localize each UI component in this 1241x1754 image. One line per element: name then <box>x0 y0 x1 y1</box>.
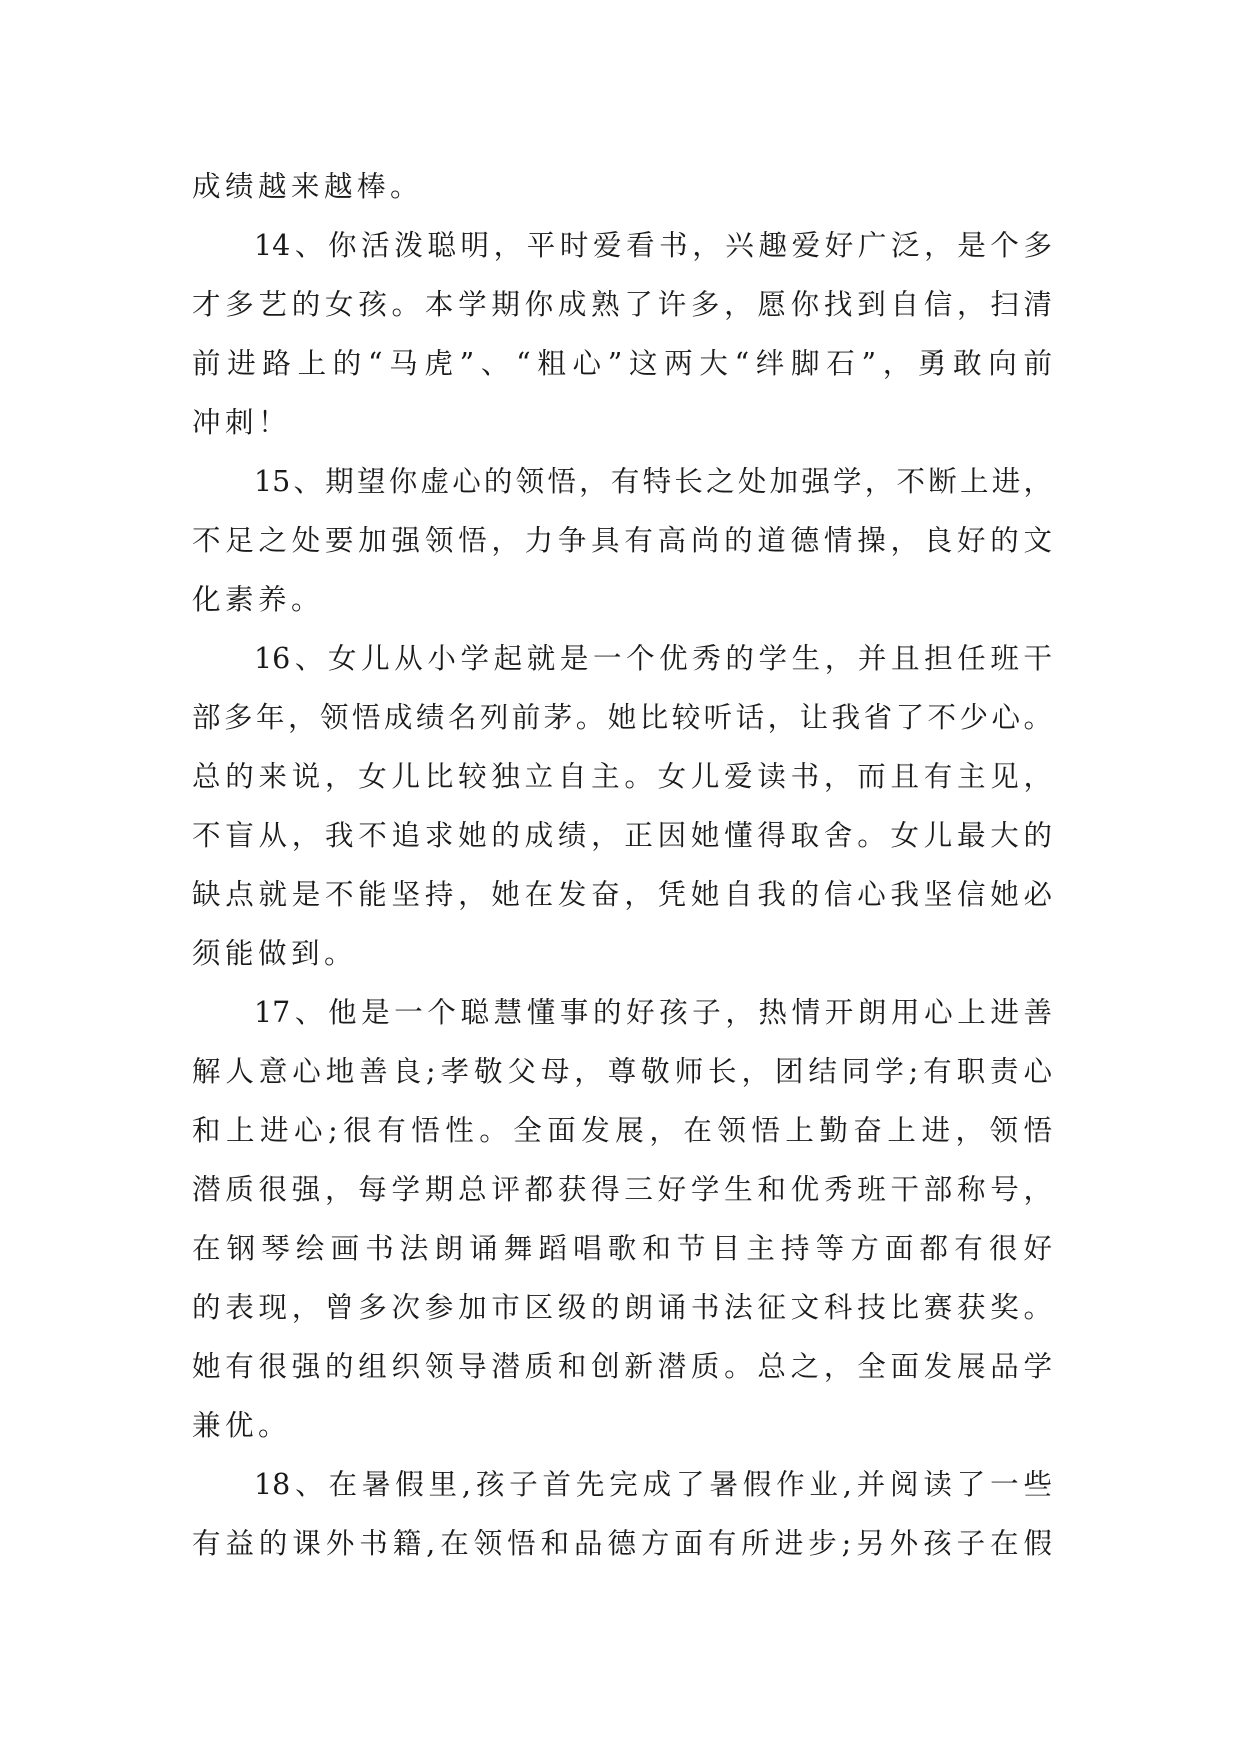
text-line: 不足之处要加强领悟，力争具有高尚的道德情操，良好的文 <box>192 524 1052 557</box>
text-line: 缺点就是不能坚持，她在发奋，凭她自我的信心我坚信她必 <box>192 878 1052 911</box>
text-line: 兼优。 <box>192 1409 292 1442</box>
text-line: 成绩越来越棒。 <box>192 170 424 203</box>
text-line: 17、他是一个聪慧懂事的好孩子，热情开朗用心上进善 <box>254 996 1052 1029</box>
text-line: 在钢琴绘画书法朗诵舞蹈唱歌和节目主持等方面都有很好 <box>192 1232 1052 1265</box>
text-line: 15、期望你虚心的领悟，有特长之处加强学，不断上进， <box>254 465 1052 498</box>
text-line: 总的来说，女儿比较独立自主。女儿爱读书，而且有主见， <box>192 760 1052 793</box>
text-line: 须能做到。 <box>192 937 358 970</box>
text-line: 有益的课外书籍,在领悟和品德方面有所进步;另外孩子在假 <box>192 1527 1052 1560</box>
text-line: 冲刺！ <box>192 406 292 439</box>
text-line: 18、在暑假里,孩子首先完成了暑假作业,并阅读了一些 <box>254 1468 1052 1501</box>
text-line: 不盲从，我不追求她的成绩，正因她懂得取舍。女儿最大的 <box>192 819 1052 852</box>
text-line: 化素养。 <box>192 583 325 616</box>
text-line: 的表现，曾多次参加市区级的朗诵书法征文科技比赛获奖。 <box>192 1291 1052 1324</box>
text-line: 16、女儿从小学起就是一个优秀的学生，并且担任班干 <box>254 642 1052 675</box>
text-line: 前进路上的“马虎”、“粗心”这两大“绊脚石”，勇敢向前 <box>192 347 1052 380</box>
text-line: 部多年，领悟成绩名列前茅。她比较听话，让我省了不少心。 <box>192 701 1052 734</box>
text-line: 才多艺的女孩。本学期你成熟了许多，愿你找到自信，扫清 <box>192 288 1052 321</box>
document-body <box>192 157 1052 1573</box>
text-line: 和上进心;很有悟性。全面发展，在领悟上勤奋上进，领悟 <box>192 1114 1052 1147</box>
text-line: 潜质很强，每学期总评都获得三好学生和优秀班干部称号， <box>192 1173 1052 1206</box>
text-line: 她有很强的组织领导潜质和创新潜质。总之，全面发展品学 <box>192 1350 1052 1383</box>
text-line: 解人意心地善良;孝敬父母，尊敬师长，团结同学;有职责心 <box>192 1055 1052 1088</box>
text-line: 14、你活泼聪明，平时爱看书，兴趣爱好广泛，是个多 <box>254 229 1052 262</box>
